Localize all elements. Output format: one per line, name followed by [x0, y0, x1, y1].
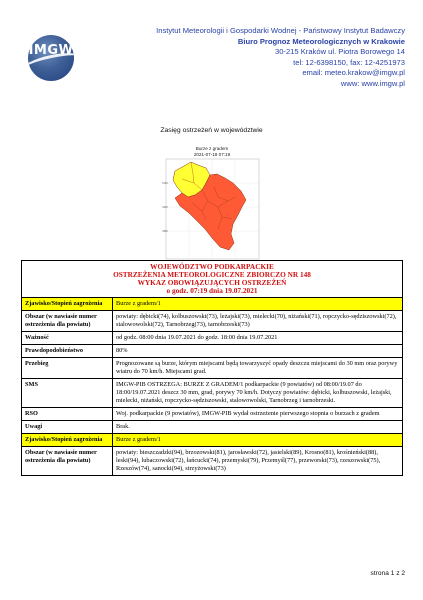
row-label: Przebieg [22, 358, 113, 379]
header-line-region: WOJEWÓDZTWO PODKARPACKIE [150, 262, 274, 271]
row-label: Zjawisko/Stopień zagrożenia [22, 434, 113, 447]
warning-header [22, 261, 403, 298]
institute-name: Instytut Meteorologii i Gospodarki Wodnej - Państwowy Instytut Badawczy [156, 26, 405, 35]
table-row-course [22, 358, 403, 379]
website[interactable]: www: www.imgw.pl [340, 78, 405, 88]
svg-text:48N: 48N [162, 229, 168, 233]
office-name: Biuro Prognoz Meteorologicznych w Krakowie [237, 36, 405, 46]
row-label: Ważność [22, 332, 113, 345]
table-row-validity [22, 332, 403, 345]
email[interactable]: email: meteo.krakow@imgw.pl [302, 68, 405, 78]
table-row-area-2 [22, 447, 403, 476]
row-label: Obszar (w nawiasie numer ostrzeżenia dla powiatu) [22, 447, 113, 476]
warning-map [162, 146, 262, 264]
table-row-area-1 [22, 311, 403, 332]
table-row-sms [22, 379, 403, 408]
map-date: 2021-07-19 07:19 [193, 151, 231, 157]
table-row-rso [22, 408, 403, 421]
map-title-block [162, 146, 262, 157]
row-value: IMGW-PIB OSTRZEGA: BURZE Z GRADEM/1 podkarpackie (9 powiatów) od 08:00/19.07 do 18:00/19.07.2021 deszcz 30 mm, grad, porywy 70 km/h. Dotyczy powiatów: dębicki, kolbuszowski, leżajski, mielecki, niżański, ropczycko-sędziszowski, stalowowolski, Tarnobrzeg i tarnobrzeski. [113, 379, 403, 408]
row-value: 80% [113, 345, 403, 358]
warning-header-row [22, 261, 403, 298]
map-graphic [162, 157, 262, 264]
imgw-logo [28, 35, 74, 81]
row-value: powiaty: dębicki(74), kolbuszowski(73), leżajski(73), mielecki(70), niżański(71), ropczycko-sędziszowski(72), stalowowolski(72), Tarnobrzeg(73), tarnobrzeski(73) [113, 311, 403, 332]
table-row-phenomenon-2 [22, 434, 403, 447]
table-row-phenomenon-1 [22, 298, 403, 311]
row-value: Burze z gradem/1 [113, 434, 403, 447]
row-value: Woj. podkarpackie (9 powiatów), IMGW-PIB wydał ostrzeżenie pierwszego stopnia o burzach z gradem [113, 408, 403, 421]
header-line-list: WYKAZ OBOWIĄZUJĄCYCH OSTRZEŻEŃ [137, 278, 287, 287]
row-value: Burze z gradem/1 [113, 298, 403, 311]
svg-text:50N: 50N [162, 181, 168, 185]
warning-table [21, 260, 403, 476]
row-label: SMS [22, 379, 113, 408]
table-row-notes [22, 421, 403, 434]
header-line-number: OSTRZEŻENIA METEOROLOGICZNE ZBIORCZO NR 148 [113, 270, 311, 279]
table-row-probability [22, 345, 403, 358]
row-label: Zjawisko/Stopień zagrożenia [22, 298, 113, 311]
row-value: powiaty: bieszczadzki(94), brzozowski(81), jarosławski(72), jasielski(89), Krosno(81), krośnieński(88), leski(94), lubaczowski(72), łańcucki(74), przemyski(79), Przemyśl(77), przeworski(73), rzeszowski(75), Rzeszów(74), sanocki(94), strzyżowski(73) [113, 447, 403, 476]
row-label: Uwagi [22, 421, 113, 434]
svg-text:49N: 49N [162, 205, 168, 209]
row-label: Prawdopodobieństwo [22, 345, 113, 358]
logo-text: IMGW [28, 43, 74, 58]
address: 30-215 Kraków ul. Piotra Borowego 14 [274, 47, 405, 57]
row-value: Prognozowane są burze, którym miejscami będą towarzyszyć opady deszczu miejscami do 30 mm oraz porywy wiatru do 70 km/h. Miejscami grad. [113, 358, 403, 379]
row-label: Obszar (w nawiasie numer ostrzeżenia dla powiatu) [22, 311, 113, 332]
institute-header [156, 26, 405, 90]
phone: tel: 12-6398150, fax: 12-4251973 [293, 57, 405, 67]
map-title: Burze z gradem [195, 146, 229, 151]
row-value: Brak. [113, 421, 403, 434]
map-section-title: Zasięg ostrzeżeń w województwie [160, 127, 263, 134]
row-value: od godz. 08:00 dnia 19.07.2021 do godz. 18:00 dnia 19.07.2021 [113, 332, 403, 345]
page-number: strona 1 z 2 [370, 570, 405, 577]
row-label: RSO [22, 408, 113, 421]
header-line-time: o godz. 07:19 dnia 19.07.2021 [166, 286, 258, 295]
